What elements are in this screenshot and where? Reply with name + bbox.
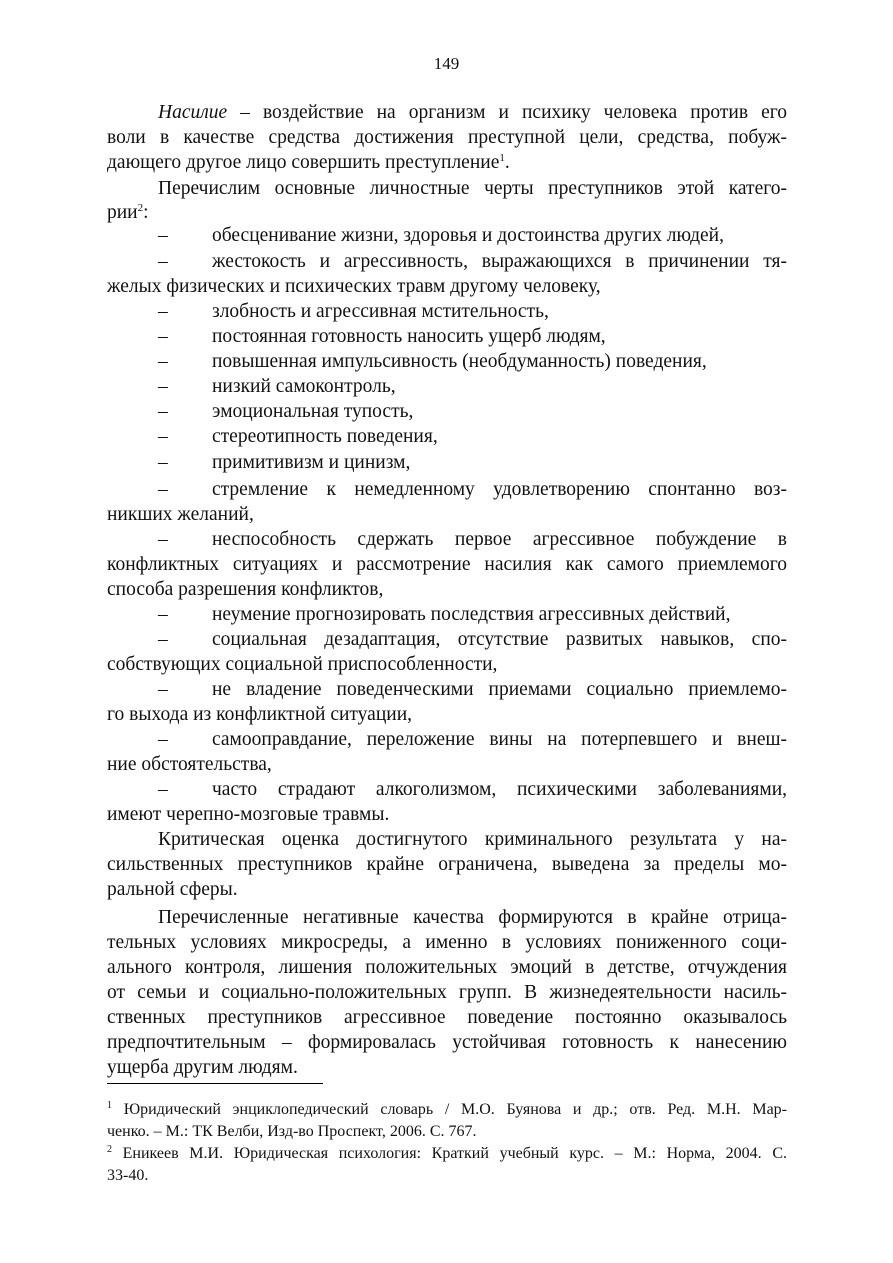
p2-line2	[107, 200, 149, 226]
p1-line1-text: – воздействие на организм и психику человека против его	[227, 102, 787, 123]
p1-line3-end: .	[504, 152, 510, 173]
list-item-11-line3: способа разрешения конфликтов,	[107, 579, 384, 600]
footnote-1-line1	[107, 1099, 787, 1121]
footnote-1-text: Юридический энциклопедический словарь / М.О. Буянова и др.; отв. Ред. М.Н. Мар-	[112, 1101, 787, 1118]
list-item-2-line1: жестокость и агрессивность, выражающихся в причинении тя-	[212, 251, 787, 272]
p3-line1: Критическая оценка достигнутого криминального результата у на-	[158, 829, 787, 850]
list-dash: –	[158, 426, 168, 447]
p2-line2-text: рии	[107, 202, 138, 223]
list-dash: –	[158, 604, 168, 625]
list-item-10-line1: стремление к немедленному удовлетворению спонтанно воз-	[212, 479, 787, 500]
p4-line7: ущерба другим людям.	[107, 1057, 298, 1078]
footnote-2-number: 2	[107, 1144, 112, 1155]
p2-line1: Перечислим основные личностные черты преступников этой катего-	[158, 178, 787, 199]
list-item-16-line1: часто страдают алкоголизмом, психическими заболеваниями,	[212, 779, 787, 800]
footnote-separator	[107, 1083, 323, 1084]
list-item-1: обесценивание жизни, здоровья и достоинства других людей,	[212, 225, 724, 246]
list-item-7: эмоциональная тупость,	[212, 401, 414, 422]
list-item-4: постоянная готовность наносить ущерб людям,	[212, 326, 606, 347]
list-dash: –	[158, 452, 168, 473]
p4-line3: ального контроля, лишения положительных эмоций в детстве, отчуждения	[107, 957, 787, 978]
footnote-1-number: 1	[107, 1100, 112, 1111]
p4-line4: от семьи и социально-положительных групп. В жизнедеятельности насиль-	[107, 982, 787, 1003]
list-item-14-line2: го выхода из конфликтной ситуации,	[107, 704, 413, 725]
list-item-11-line2: конфликтных ситуациях и рассмотрение насилия как самого приемлемого	[107, 554, 787, 575]
list-item-5: повышенная импульсивность (необдуманность) поведения,	[212, 351, 707, 372]
list-item-6: низкий самоконтроль,	[212, 376, 396, 397]
list-dash: –	[158, 351, 168, 372]
p1-line3-text: дающего другое лицо совершить преступление	[107, 152, 500, 173]
list-dash: –	[158, 251, 168, 272]
list-item-15-line1: самооправдание, переложение вины на потерпевшего и внеш-	[212, 729, 787, 750]
list-item-13-line1: социальная дезадаптация, отсутствие развитых навыков, спо-	[212, 629, 787, 650]
list-dash: –	[158, 401, 168, 422]
p4-line6: предпочтительным – формировалась устойчивая готовность к нанесению	[107, 1032, 787, 1053]
list-dash: –	[158, 679, 168, 700]
list-item-2-line2: желых физических и психических травм другому человеку,	[107, 276, 601, 297]
p3-line3: ральной сферы.	[107, 879, 238, 900]
list-item-15-line2: ние обстоятельства,	[107, 754, 272, 775]
p1-line1	[158, 100, 787, 126]
list-dash: –	[158, 326, 168, 347]
footnote-2-line2: 33-40.	[107, 1167, 149, 1184]
list-item-11-line1: неспособность сдержать первое агрессивное побуждение в	[212, 529, 787, 550]
p2-line2-end: :	[143, 202, 149, 223]
list-dash: –	[158, 301, 168, 322]
list-item-13-line2: собствующих социальной приспособленности,	[107, 654, 498, 675]
list-dash: –	[158, 225, 168, 246]
page-number: 149	[433, 54, 460, 73]
footnote-ref-1: 1	[499, 152, 505, 164]
list-item-12: неумение прогнозировать последствия агрессивных действий,	[212, 604, 731, 625]
list-item-14-line1: не владение поведенческими приемами социально приемлемо-	[212, 679, 787, 700]
p4-line1: Перечисленные негативные качества формируются в крайне отрица-	[158, 907, 787, 928]
p1-line3	[107, 150, 510, 176]
list-item-3: злобность и агрессивная мстительность,	[212, 301, 549, 322]
list-item-8: стереотипность поведения,	[212, 426, 438, 447]
p3-line2: сильственных преступников крайне ограничена, выведена за пределы мо-	[107, 854, 787, 875]
footnote-2-text: Еникеев М.И. Юридическая психология: Краткий учебный курс. – М.: Норма, 2004. С.	[112, 1145, 787, 1162]
list-item-10-line2: никших желаний,	[107, 504, 254, 525]
list-dash: –	[158, 376, 168, 397]
list-dash: –	[158, 729, 168, 750]
list-dash: –	[158, 779, 168, 800]
p4-line5: ственных преступников агрессивное поведение постоянно оказывалось	[107, 1007, 787, 1028]
list-dash: –	[158, 529, 168, 550]
p1-line2: воли в качестве средства достижения преступной цели, средства, побуж-	[107, 127, 787, 148]
p4-line2: тельных условиях микросреды, а именно в условиях пониженного соци-	[107, 932, 787, 953]
term-violence: Насилие	[158, 102, 228, 123]
footnote-2-line1	[107, 1143, 787, 1165]
list-dash: –	[158, 629, 168, 650]
list-item-9: примитивизм и цинизм,	[212, 452, 411, 473]
footnote-1-line2: ченко. – М.: ТК Велби, Изд-во Проспект, 2006. С. 767.	[107, 1123, 477, 1140]
footnote-ref-2: 2	[137, 202, 144, 214]
list-item-16-line2: имеют черепно-мозговые травмы.	[107, 804, 390, 825]
list-dash: –	[158, 479, 168, 500]
